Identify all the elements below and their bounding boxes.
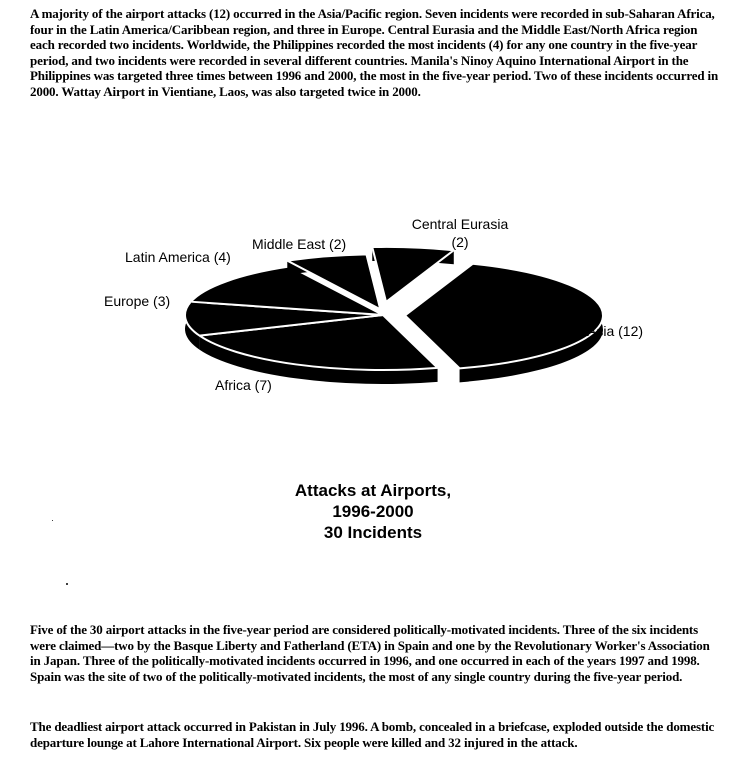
pie-label-central-eurasia: Central Eurasia (2) (411, 216, 509, 250)
scan-speck (66, 583, 68, 585)
pie-slices (185, 247, 603, 384)
chart-title-line-3: 30 Incidents (323, 523, 423, 542)
deadliest-paragraph: The deadliest airport attack occurred in Pakistan in July 1996. A bomb, concealed in a briefcase, exploded outside the domestic departure lounge at Lahore International Airport. Six people were killed and 32 injured in the attack. (30, 719, 715, 750)
pie-label-europe: Europe (3) (104, 293, 171, 309)
chart-title (0, 480, 746, 543)
pie-label-latin-america: Latin America (4) (125, 249, 231, 265)
pie-label-middle-east: Middle East (2) (252, 236, 347, 252)
scan-speck (52, 520, 53, 521)
chart-title-line-1: Attacks at Airports, (294, 481, 452, 500)
pie-label-africa: Africa (7) (215, 377, 272, 393)
political-paragraph: Five of the 30 airport attacks in the five-year period are considered politically-motivated incidents. Three of the six incidents were claimed—two by the Basque Liberty and Fatherland (ETA) in Spain and one by the Revolutionary Worker's Association in Japan. Three of the politically-motivated incidents occurred in 1996, and one occurred in each of the years 1997 and 1998. Spain was the site of two of the politically-motivated incidents, the most of any single country during the five-year period. (30, 622, 710, 684)
pie-label-asia: Asia (12) (587, 323, 644, 339)
pie-chart (0, 200, 746, 430)
chart-title-line-2: 1996-2000 (332, 502, 414, 521)
intro-paragraph: A majority of the airport attacks (12) occurred in the Asia/Pacific region. Seven incidents were recorded in sub-Saharan Africa, four in the Latin America/Caribbean region, and three in Europe. Central Eurasia and the Middle East/North Africa region each recorded two incidents. Worldwide, the Philippines recorded the most incidents (4) for any one country in the five-year period, and two incidents were recorded in several different countries. Manila's Ninoy Aquino International Airport in the Philippines was targeted three times between 1996 and 2000, the most in the five-year period. Two of these incidents occurred in 2000. Wattay Airport in Vientiane, Laos, was also targeted twice in 2000. (30, 6, 719, 99)
